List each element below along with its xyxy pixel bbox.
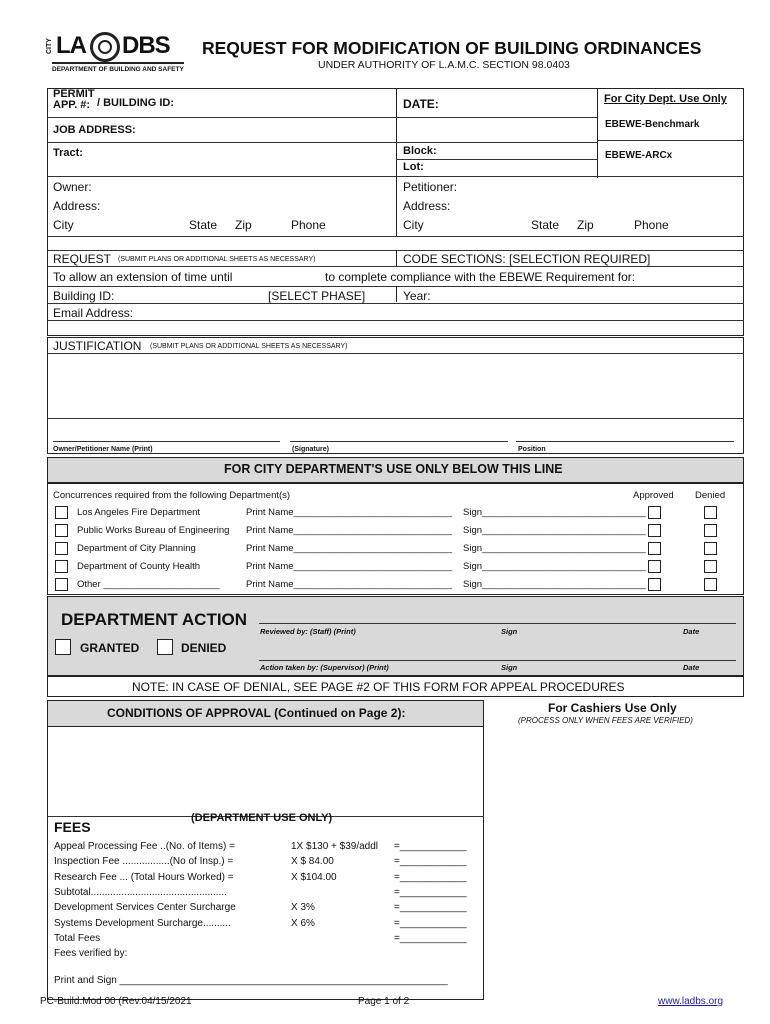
department-checkbox[interactable] xyxy=(55,542,68,555)
city-use-banner-text: FOR CITY DEPARTMENT'S USE ONLY BELOW THIS LINE xyxy=(224,462,563,476)
email-label: Email Address: xyxy=(53,306,134,320)
owner-label: Owner: xyxy=(53,180,92,194)
fee-label: Development Services Center Surcharge xyxy=(54,902,236,914)
sign-line[interactable]: Sign_______________________________ xyxy=(463,543,646,554)
page-number: Page 1 of 2 xyxy=(358,996,410,1007)
fee-label: Appeal Processing Fee ..(No. of Items) = xyxy=(54,841,235,852)
justification-label: JUSTIFICATION xyxy=(53,339,142,353)
fee-amount-field[interactable]: =____________ xyxy=(394,932,467,944)
action-sign-label: Sign xyxy=(501,663,518,672)
department-name: Los Angeles Fire Department xyxy=(77,507,201,518)
granted-checkbox[interactable] xyxy=(55,639,71,655)
fee-label: Systems Development Surcharge.......... xyxy=(54,917,231,929)
petitioner-state-label: State xyxy=(531,218,560,232)
department-checkbox[interactable] xyxy=(55,560,68,573)
cashiers-title: For Cashiers Use Only xyxy=(548,701,677,715)
department-action-section xyxy=(47,596,744,676)
fee-label: Fees verified by: xyxy=(54,948,128,960)
fee-amount-field[interactable]: =____________ xyxy=(394,917,467,929)
reviewed-by-label: Reviewed by: (Staff) (Print) xyxy=(260,627,356,636)
select-phase-dropdown[interactable]: [SELECT PHASE] xyxy=(268,289,366,303)
department-checkbox[interactable] xyxy=(55,524,68,537)
logo-la-text: LA xyxy=(56,32,86,59)
year-label: Year: xyxy=(403,289,431,303)
print-and-sign: Print and Sign ___________________________________________________________ xyxy=(54,975,448,986)
sign-line[interactable]: Sign_______________________________ xyxy=(463,507,646,518)
approved-checkbox[interactable] xyxy=(648,524,661,537)
print-name-line[interactable]: Print Name______________________________ xyxy=(246,579,453,590)
fee-amount-field[interactable]: =____________ xyxy=(394,902,467,914)
fee-amount-field[interactable]: =____________ xyxy=(394,856,467,868)
action-date-label: Date xyxy=(683,663,700,672)
fee-amount-field[interactable]: =____________ xyxy=(394,841,467,852)
fee-label: Research Fee ... (Total Hours Worked) = xyxy=(54,871,234,883)
department-checkbox[interactable] xyxy=(55,578,68,591)
ladbs-logo xyxy=(46,32,186,78)
granted-label: GRANTED xyxy=(80,641,140,655)
sign-line[interactable]: Sign_______________________________ xyxy=(463,579,646,590)
permit-label: PERMIT APP. #: xyxy=(53,88,95,111)
justification-note: (SUBMIT PLANS OR ADDITIONAL SHEETS AS NECESSARY) xyxy=(150,343,348,350)
fee-rate: X 3% xyxy=(291,902,315,914)
fee-rate: X $ 84.00 xyxy=(291,856,334,868)
owner-city-label: City xyxy=(53,218,74,232)
fee-amount-field[interactable]: =____________ xyxy=(394,886,467,898)
approved-checkbox[interactable] xyxy=(648,560,661,573)
denied-label: DENIED xyxy=(181,641,227,655)
department-action-title: DEPARTMENT ACTION xyxy=(61,610,248,629)
petitioner-city-label: City xyxy=(403,218,424,232)
action-taken-label: Action taken by: (Supervisor) (Print) xyxy=(260,663,389,672)
fees-title: FEES xyxy=(54,819,91,835)
approved-checkbox[interactable] xyxy=(648,578,661,591)
approved-header: Approved xyxy=(633,490,674,501)
concurrences-heading: Concurrences required from the following Department(s) xyxy=(53,490,291,501)
block-label: Block: xyxy=(403,145,437,157)
request-label: REQUEST xyxy=(53,252,112,266)
cashiers-note: (PROCESS ONLY WHEN FEES ARE VERIFIED) xyxy=(518,716,693,725)
request-note: (SUBMIT PLANS OR ADDITIONAL SHEETS AS NECESSARY) xyxy=(118,256,316,263)
print-name-line[interactable]: Print Name______________________________ xyxy=(246,543,453,554)
denied-checkbox[interactable] xyxy=(704,578,717,591)
denial-note: NOTE: IN CASE OF DENIAL, SEE PAGE #2 OF THIS FORM FOR APPEAL PROCEDURES xyxy=(132,680,625,694)
tract-label: Tract: xyxy=(53,147,83,159)
building-id-label: / BUILDING ID: xyxy=(97,97,174,109)
reviewed-sign-label: Sign xyxy=(501,627,518,636)
building-id-field-label: Building ID: xyxy=(53,289,115,303)
signature-name-label: Owner/Petitioner Name (Print) xyxy=(53,446,153,453)
denied-checkbox[interactable] xyxy=(157,639,173,655)
sign-line[interactable]: Sign_______________________________ xyxy=(463,525,646,536)
ebewe-arcx: EBEWE-ARCx xyxy=(605,150,673,161)
form-title: REQUEST FOR MODIFICATION OF BUILDING ORDINANCES xyxy=(202,38,702,58)
fee-rate: 1X $130 + $39/addl xyxy=(291,841,379,852)
petitioner-address-label: Address: xyxy=(403,199,451,213)
department-name: Department of City Planning xyxy=(77,543,196,554)
fee-label: Subtotal................................................. xyxy=(54,886,227,898)
owner-address-label: Address: xyxy=(53,199,101,213)
fee-label: Inspection Fee .................(No of Insp.) = xyxy=(54,856,234,868)
print-name-line[interactable]: Print Name______________________________ xyxy=(246,525,453,536)
extension-text: To allow an extension of time until xyxy=(53,270,233,284)
approved-checkbox[interactable] xyxy=(648,542,661,555)
sign-line[interactable]: Sign_______________________________ xyxy=(463,561,646,572)
compliance-text: to complete compliance with the EBEWE Requirement for: xyxy=(325,270,636,284)
denied-checkbox[interactable] xyxy=(704,524,717,537)
petitioner-phone-label: Phone xyxy=(634,218,669,232)
approved-checkbox[interactable] xyxy=(648,506,661,519)
ebewe-benchmark: EBEWE-Benchmark xyxy=(605,119,700,130)
department-name: Department of County Health xyxy=(77,561,201,572)
justification-box[interactable] xyxy=(47,337,744,454)
logo-dbs-text: DBS xyxy=(122,32,170,59)
denied-header: Denied xyxy=(695,490,726,501)
logo-department-text: DEPARTMENT OF BUILDING AND SAFETY xyxy=(52,66,184,73)
form-id: PC-Build.Mod 00 (Rev.04/15/2021 xyxy=(40,996,192,1007)
denied-checkbox[interactable] xyxy=(704,506,717,519)
signature-signature-label: (Signature) xyxy=(292,446,329,453)
petitioner-zip-label: Zip xyxy=(577,218,594,232)
department-name: Public Works Bureau of Engineering xyxy=(77,525,230,536)
reviewed-date-label: Date xyxy=(683,627,700,636)
lot-label: Lot: xyxy=(403,161,424,173)
fee-amount-field[interactable]: =____________ xyxy=(394,871,467,883)
department-checkbox[interactable] xyxy=(55,506,68,519)
job-address-label: JOB ADDRESS: xyxy=(53,124,136,136)
city-use-label: For City Dept. Use Only xyxy=(604,93,727,105)
form-subtitle: UNDER AUTHORITY OF L.A.M.C. SECTION 98.0403 xyxy=(318,59,570,71)
owner-zip-label: Zip xyxy=(235,218,252,232)
owner-phone-label: Phone xyxy=(291,218,326,232)
ladbs-link[interactable]: www.ladbs.org xyxy=(658,996,724,1007)
denied-checkbox[interactable] xyxy=(704,560,717,573)
date-label: DATE: xyxy=(403,97,439,111)
owner-state-label: State xyxy=(189,218,218,232)
print-name-line[interactable]: Print Name______________________________ xyxy=(246,507,453,518)
fee-label: Total Fees xyxy=(54,932,101,944)
signature-position-label: Position xyxy=(518,446,546,453)
code-sections-label: CODE SECTIONS: [SELECTION REQUIRED] xyxy=(403,252,651,266)
denied-checkbox[interactable] xyxy=(704,542,717,555)
conditions-label: CONDITIONS OF APPROVAL (Continued on Page 2): xyxy=(107,706,406,720)
fee-rate: X $104.00 xyxy=(291,871,337,883)
logo-city-text: CITY xyxy=(46,38,53,54)
print-name-line[interactable]: Print Name______________________________ xyxy=(246,561,453,572)
fees-dept-use: (DEPARTMENT USE ONLY) xyxy=(191,812,333,824)
fee-rate: X 6% xyxy=(291,917,315,929)
petitioner-label: Petitioner: xyxy=(403,180,458,194)
city-seal-icon xyxy=(90,32,120,62)
department-name: Other ______________________ xyxy=(77,579,220,590)
